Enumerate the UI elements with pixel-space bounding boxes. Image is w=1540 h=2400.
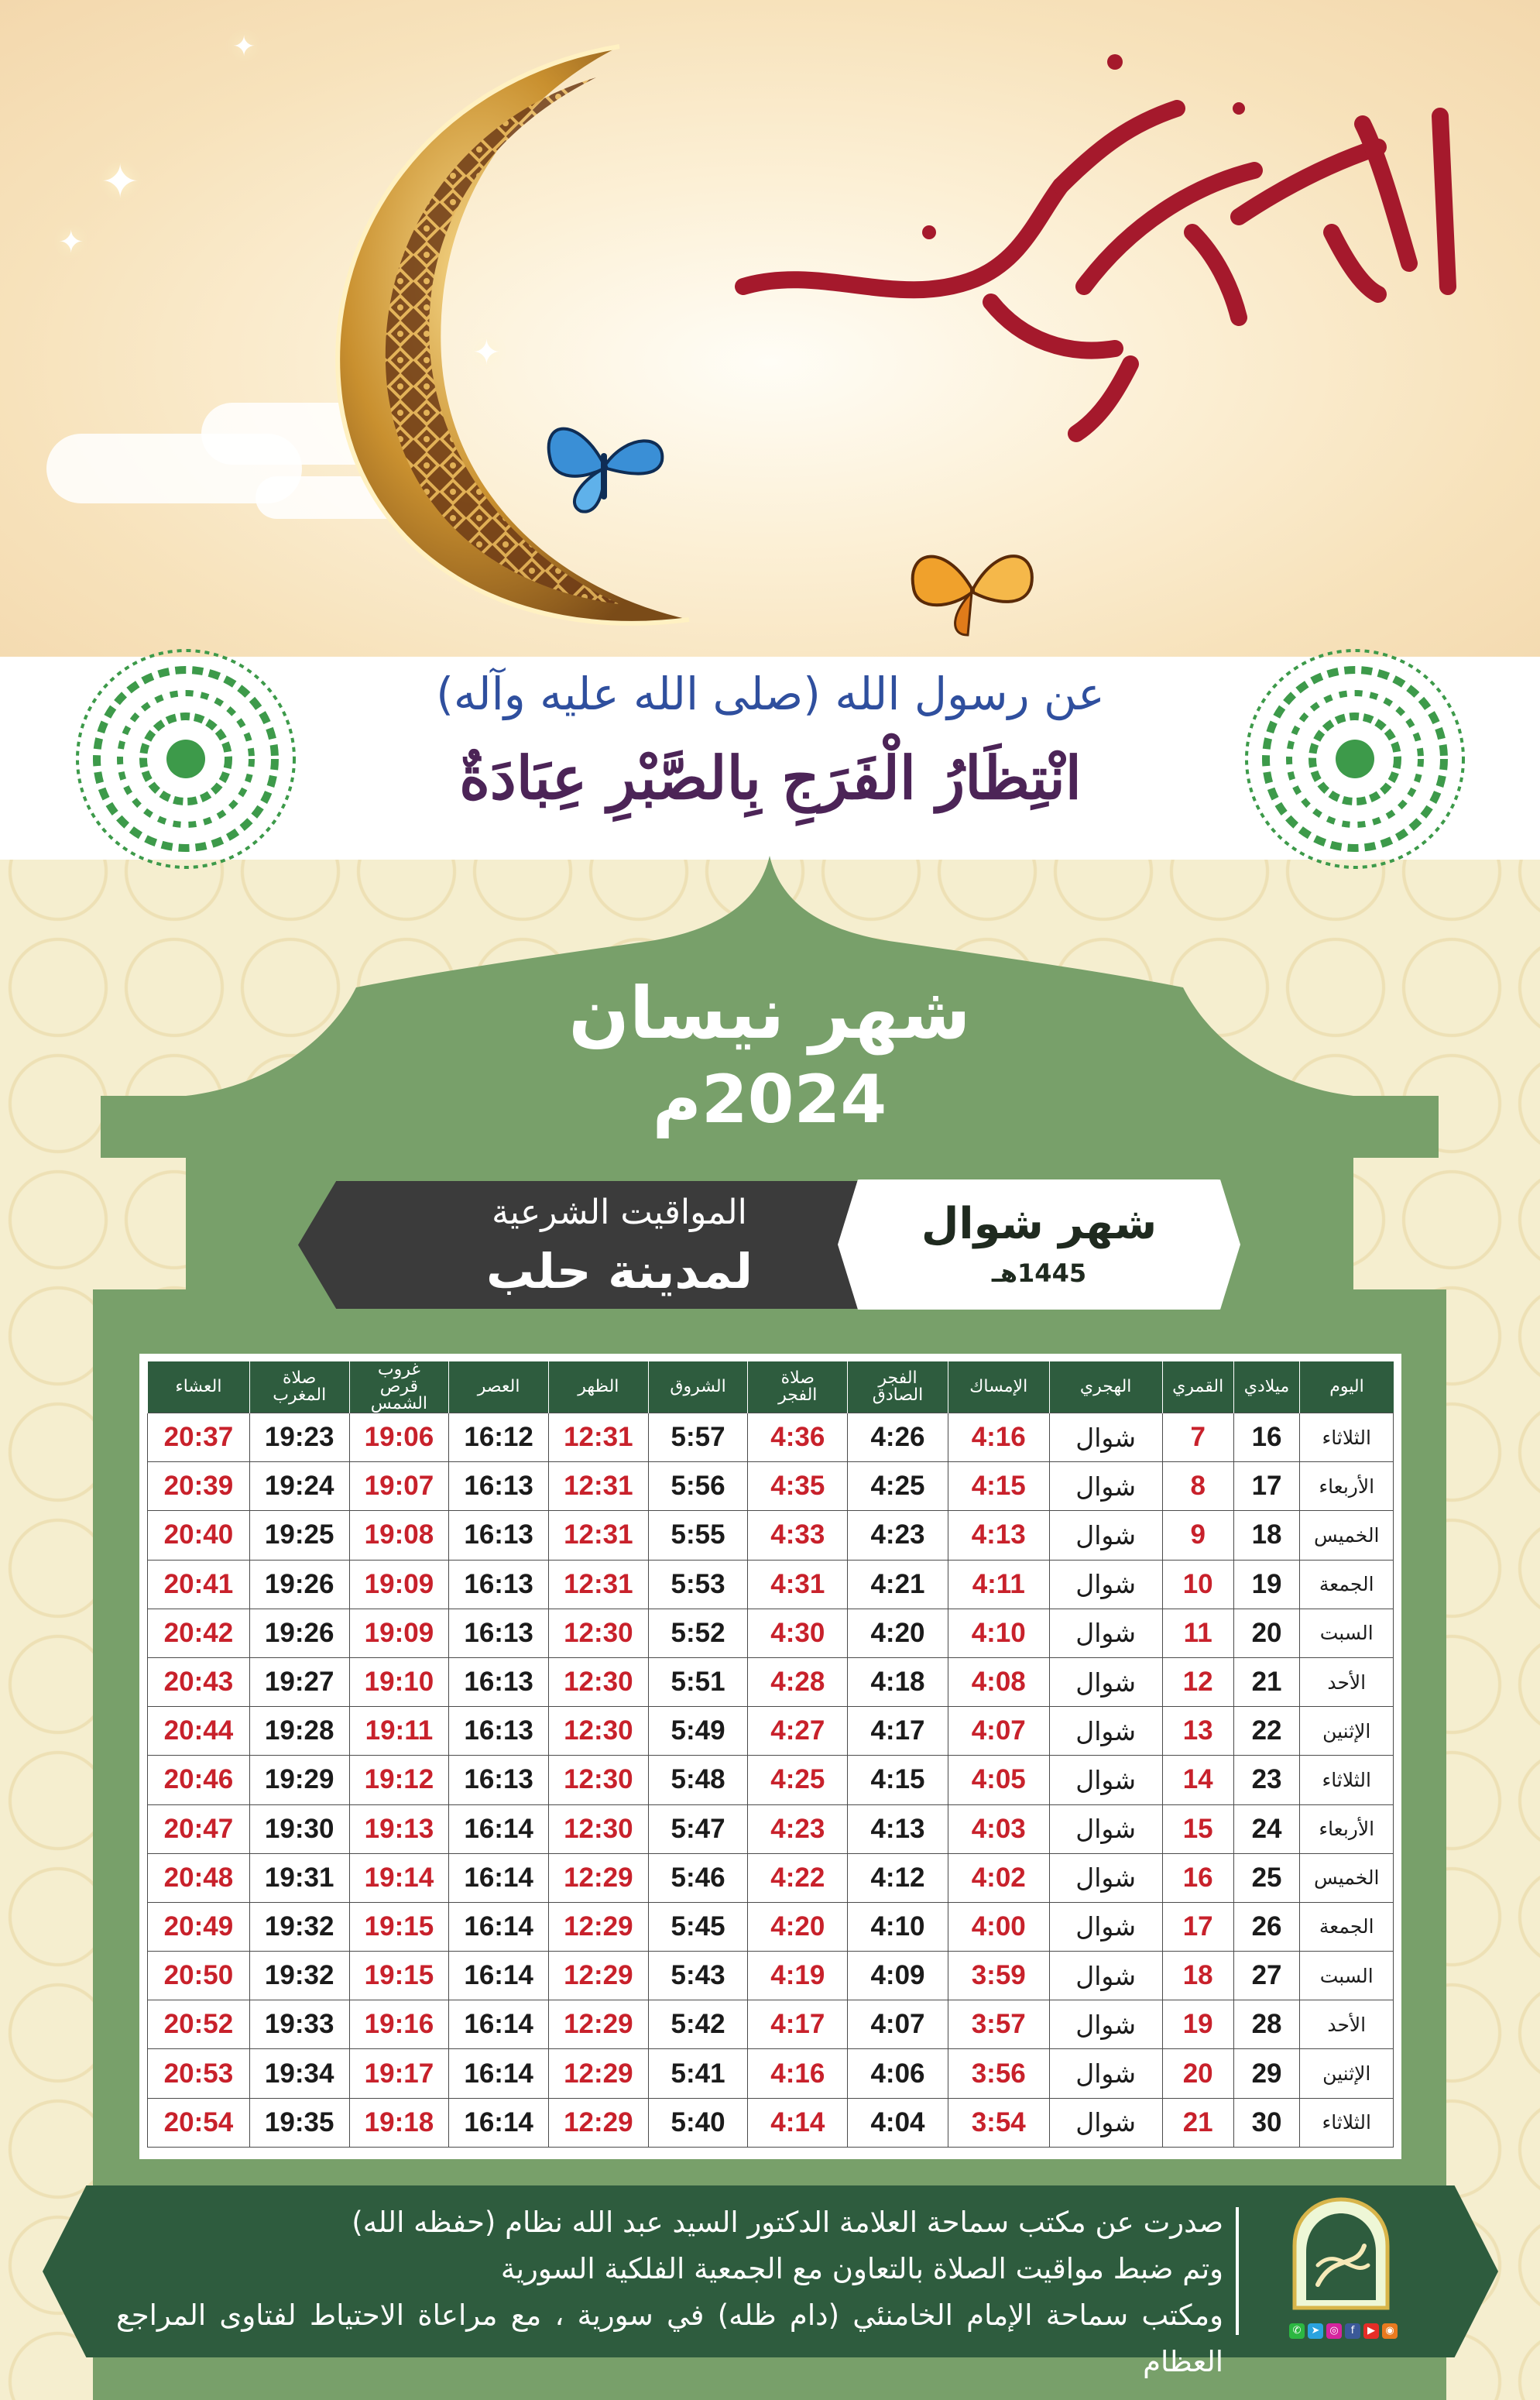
table-header xyxy=(148,1361,1394,1413)
table-cell: 20:44 xyxy=(148,1707,250,1756)
table-row xyxy=(148,2049,1394,2098)
table-cell: 4:16 xyxy=(948,1413,1049,1462)
table-cell: 4:28 xyxy=(748,1657,848,1706)
table-cell: 16:14 xyxy=(449,2049,549,2098)
table-cell: شوال xyxy=(1049,1853,1162,1902)
table-cell: شوال xyxy=(1049,1511,1162,1560)
table-cell: 4:23 xyxy=(748,1804,848,1853)
table-cell: 19:32 xyxy=(249,1952,349,2000)
column-header-sublabel: الفجر xyxy=(778,1385,818,1405)
telegram-icon[interactable]: ➤ xyxy=(1308,2323,1323,2339)
table-cell: 20:50 xyxy=(148,1952,250,2000)
table-cell: 5:43 xyxy=(648,1952,748,2000)
table-cell: 19:33 xyxy=(249,2000,349,2049)
column-header xyxy=(1300,1361,1394,1413)
table-cell: شوال xyxy=(1049,1952,1162,2000)
table-cell: 4:03 xyxy=(948,1804,1049,1853)
table-cell: 4:19 xyxy=(748,1952,848,2000)
table-cell: 20:42 xyxy=(148,1609,250,1657)
column-header xyxy=(948,1361,1049,1413)
column-header xyxy=(1162,1361,1233,1413)
table-cell: 4:30 xyxy=(748,1609,848,1657)
table-cell: شوال xyxy=(1049,1462,1162,1511)
table-cell: 19:26 xyxy=(249,1560,349,1609)
table-cell: 19 xyxy=(1162,2000,1233,2049)
table-cell: 5:41 xyxy=(648,2049,748,2098)
table-cell: شوال xyxy=(1049,1560,1162,1609)
table-cell: 4:17 xyxy=(848,1707,948,1756)
table-cell: شوال xyxy=(1049,1902,1162,1951)
table-cell: الإثنين xyxy=(1300,2049,1394,2098)
table-cell: 4:26 xyxy=(848,1413,948,1462)
table-cell: 5:56 xyxy=(648,1462,748,1511)
table-cell: 19:28 xyxy=(249,1707,349,1756)
table-cell: 5:46 xyxy=(648,1853,748,1902)
table-cell: 20:49 xyxy=(148,1902,250,1951)
table-cell: 20:46 xyxy=(148,1756,250,1804)
table-cell: 19:30 xyxy=(249,1804,349,1853)
table-cell: 12:30 xyxy=(548,1609,648,1657)
table-cell: 17 xyxy=(1233,1462,1300,1511)
table-cell: 12:31 xyxy=(548,1413,648,1462)
table-cell: 26 xyxy=(1233,1902,1300,1951)
column-header-label: صلاة xyxy=(283,1368,317,1388)
table-cell: 12:30 xyxy=(548,1657,648,1706)
table-cell: 4:09 xyxy=(848,1952,948,2000)
table-cell: 21 xyxy=(1233,1657,1300,1706)
column-header xyxy=(449,1361,549,1413)
table-cell: 4:22 xyxy=(748,1853,848,1902)
orange-butterfly-icon xyxy=(898,527,1045,643)
table-cell: 20 xyxy=(1162,2049,1233,2098)
column-header-label: الظهر xyxy=(578,1377,619,1396)
table-cell: 12:31 xyxy=(548,1560,648,1609)
table-cell: الأربعاء xyxy=(1300,1462,1394,1511)
table-cell: الأربعاء xyxy=(1300,1804,1394,1853)
table-cell: 19:16 xyxy=(349,2000,449,2049)
table-cell: 4:17 xyxy=(748,2000,848,2049)
sparkle-icon: ✦ xyxy=(472,333,501,373)
column-header xyxy=(1049,1361,1162,1413)
column-header-sublabel: الصادق xyxy=(872,1385,924,1405)
table-cell: 4:20 xyxy=(848,1609,948,1657)
hadith-text: انْتِظَارُ الْفَرَجِ بِالصَّبْرِ عِبَادَةٌ xyxy=(459,743,1082,812)
table-cell: 16:14 xyxy=(449,1902,549,1951)
table-cell: 4:07 xyxy=(948,1707,1049,1756)
table-row xyxy=(148,1902,1394,1951)
table-cell: 4:21 xyxy=(848,1560,948,1609)
table-cell: 19:11 xyxy=(349,1707,449,1756)
table-cell: 9 xyxy=(1162,1511,1233,1560)
office-logo-emblem xyxy=(1279,2192,1403,2316)
table-cell: الجمعة xyxy=(1300,1560,1394,1609)
table-row xyxy=(148,1657,1394,1706)
table-cell: 16:13 xyxy=(449,1707,549,1756)
table-cell: 4:15 xyxy=(848,1756,948,1804)
ribbon-city: لمدينة حلب xyxy=(485,1243,753,1300)
table-cell: 12:30 xyxy=(548,1707,648,1756)
table-cell: 19:18 xyxy=(349,2098,449,2147)
column-header-label: اليوم xyxy=(1329,1377,1364,1396)
table-cell: 4:08 xyxy=(948,1657,1049,1706)
table-cell: 19:27 xyxy=(249,1657,349,1706)
table-cell: 20:53 xyxy=(148,2049,250,2098)
table-cell: 10 xyxy=(1162,1560,1233,1609)
table-cell: 17 xyxy=(1162,1902,1233,1951)
table-cell: 5:47 xyxy=(648,1804,748,1853)
column-header-label: القمري xyxy=(1172,1377,1224,1396)
blue-butterfly-icon xyxy=(534,410,674,519)
table-cell: 4:16 xyxy=(748,2049,848,2098)
table-cell: الثلاثاء xyxy=(1300,1413,1394,1462)
table-cell: 20:39 xyxy=(148,1462,250,1511)
table-row xyxy=(148,1609,1394,1657)
table-cell: 19:13 xyxy=(349,1804,449,1853)
table-cell: 19:15 xyxy=(349,1952,449,2000)
footer-line: صدرت عن مكتب سماحة العلامة الدكتور السيد عبد الله نظام (حفظه الله) xyxy=(352,2206,1223,2239)
column-header-sublabel: قرص الشمس xyxy=(370,1377,428,1413)
table-body xyxy=(148,1413,1394,2148)
table-cell: 4:11 xyxy=(948,1560,1049,1609)
column-header xyxy=(648,1361,748,1413)
table-cell: 12:29 xyxy=(548,1853,648,1902)
table-cell: شوال xyxy=(1049,1413,1162,1462)
table-cell: 5:45 xyxy=(648,1902,748,1951)
sparkle-icon: ✦ xyxy=(101,155,140,209)
hijri-month-label: شهر شوال xyxy=(921,1199,1158,1249)
column-header-label: الإمساك xyxy=(969,1377,1028,1396)
table-cell: 4:13 xyxy=(948,1511,1049,1560)
table-cell: 21 xyxy=(1162,2098,1233,2147)
table-cell: 16:13 xyxy=(449,1756,549,1804)
whatsapp-icon[interactable]: ✆ xyxy=(1289,2323,1305,2339)
table-cell: 16:14 xyxy=(449,1952,549,2000)
prayer-times-table-container xyxy=(139,1354,1401,2159)
sparkle-icon: ✦ xyxy=(58,225,84,260)
table-cell: 12:29 xyxy=(548,1952,648,2000)
table-cell: 3:57 xyxy=(948,2000,1049,2049)
footer-divider xyxy=(1236,2207,1239,2335)
table-cell: 24 xyxy=(1233,1804,1300,1853)
table-cell: 12:31 xyxy=(548,1511,648,1560)
table-cell: شوال xyxy=(1049,1657,1162,1706)
table-cell: 19:31 xyxy=(249,1853,349,1902)
table-cell: 5:49 xyxy=(648,1707,748,1756)
table-cell: 19:25 xyxy=(249,1511,349,1560)
table-cell: 16:14 xyxy=(449,2000,549,2049)
table-cell: 4:25 xyxy=(848,1462,948,1511)
table-cell: 16 xyxy=(1233,1413,1300,1462)
table-cell: 7 xyxy=(1162,1413,1233,1462)
table-cell: 12:30 xyxy=(548,1804,648,1853)
ribbon-title: المواقيت الشرعية xyxy=(492,1193,747,1232)
table-cell: الخميس xyxy=(1300,1853,1394,1902)
table-cell: 4:06 xyxy=(848,2049,948,2098)
table-cell: 15 xyxy=(1162,1804,1233,1853)
table-cell: 19:07 xyxy=(349,1462,449,1511)
table-cell: 5:55 xyxy=(648,1511,748,1560)
table-cell: شوال xyxy=(1049,2049,1162,2098)
table-cell: 19:12 xyxy=(349,1756,449,1804)
column-header-sublabel: المغرب xyxy=(273,1385,327,1405)
table-row xyxy=(148,1511,1394,1560)
table-cell: 20:40 xyxy=(148,1511,250,1560)
table-cell: 4:31 xyxy=(748,1560,848,1609)
table-cell: 20:43 xyxy=(148,1657,250,1706)
table-cell: 4:00 xyxy=(948,1902,1049,1951)
table-cell: 29 xyxy=(1233,2049,1300,2098)
table-cell: 4:18 xyxy=(848,1657,948,1706)
table-cell: 19:10 xyxy=(349,1657,449,1706)
table-cell: 19:32 xyxy=(249,1902,349,1951)
table-cell: الأحد xyxy=(1300,2000,1394,2049)
table-cell: 5:40 xyxy=(648,2098,748,2147)
table-cell: 4:33 xyxy=(748,1511,848,1560)
table-row xyxy=(148,1853,1394,1902)
column-header xyxy=(349,1361,449,1413)
table-row xyxy=(148,1756,1394,1804)
table-cell: 4:12 xyxy=(848,1853,948,1902)
table-cell: 19:23 xyxy=(249,1413,349,1462)
table-cell: 5:42 xyxy=(648,2000,748,2049)
table-cell: 5:57 xyxy=(648,1413,748,1462)
table-cell: 19:34 xyxy=(249,2049,349,2098)
table-cell: 3:59 xyxy=(948,1952,1049,2000)
table-cell: الأحد xyxy=(1300,1657,1394,1706)
table-cell: 5:53 xyxy=(648,1560,748,1609)
column-header-label: العصر xyxy=(477,1377,520,1396)
table-cell: 12:29 xyxy=(548,1902,648,1951)
table-cell: 4:23 xyxy=(848,1511,948,1560)
table-row xyxy=(148,1462,1394,1511)
green-rosette-ornament-left xyxy=(74,647,298,871)
table-cell: 23 xyxy=(1233,1756,1300,1804)
gregorian-month-title: شهر نيسان xyxy=(568,972,971,1055)
table-cell: 12 xyxy=(1162,1657,1233,1706)
table-row xyxy=(148,1413,1394,1462)
calligraphy-artwork xyxy=(697,31,1471,465)
table-cell: شوال xyxy=(1049,1804,1162,1853)
table-cell: 8 xyxy=(1162,1462,1233,1511)
table-cell: 19:15 xyxy=(349,1902,449,1951)
instagram-icon[interactable]: ◎ xyxy=(1326,2323,1342,2339)
table-cell: 4:05 xyxy=(948,1756,1049,1804)
table-cell: 4:27 xyxy=(748,1707,848,1756)
table-cell: 19 xyxy=(1233,1560,1300,1609)
table-cell: 25 xyxy=(1233,1853,1300,1902)
table-cell: 16:13 xyxy=(449,1657,549,1706)
table-cell: الثلاثاء xyxy=(1300,1756,1394,1804)
gregorian-year: 2024م xyxy=(652,1061,887,1138)
column-header-label: العشاء xyxy=(175,1377,222,1396)
table-row xyxy=(148,1952,1394,2000)
table-row xyxy=(148,2000,1394,2049)
table-cell: 16:13 xyxy=(449,1609,549,1657)
table-cell: الخميس xyxy=(1300,1511,1394,1560)
facebook-icon[interactable]: f xyxy=(1345,2323,1360,2339)
table-cell: 19:29 xyxy=(249,1756,349,1804)
column-header-label: الهجري xyxy=(1079,1377,1132,1396)
table-cell: 5:48 xyxy=(648,1756,748,1804)
footer-line: وتم ضبط مواقيت الصلاة بالتعاون مع الجمعية الفلكية السورية xyxy=(500,2252,1223,2285)
table-cell: 20:41 xyxy=(148,1560,250,1609)
footer-line: ومكتب سماحة الإمام الخامنئي (دام ظله) في سورية ، مع مراعاة الاحتياط لفتاوى المراجع العظام xyxy=(116,2299,1223,2378)
table-row xyxy=(148,2098,1394,2147)
hero-banner xyxy=(0,0,1540,658)
table-cell: 4:07 xyxy=(848,2000,948,2049)
table-cell: 4:10 xyxy=(848,1902,948,1951)
table-cell: 19:06 xyxy=(349,1413,449,1462)
table-cell: 4:04 xyxy=(848,2098,948,2147)
table-cell: 12:31 xyxy=(548,1462,648,1511)
table-cell: 3:54 xyxy=(948,2098,1049,2147)
column-header xyxy=(148,1361,250,1413)
footer-text xyxy=(116,2199,1223,2385)
table-cell: 28 xyxy=(1233,2000,1300,2049)
table-cell: 22 xyxy=(1233,1707,1300,1756)
table-cell: 4:20 xyxy=(748,1902,848,1951)
table-cell: 16 xyxy=(1162,1853,1233,1902)
column-header xyxy=(748,1361,848,1413)
table-cell: 27 xyxy=(1233,1952,1300,2000)
table-cell: 19:14 xyxy=(349,1853,449,1902)
green-rosette-ornament-right xyxy=(1243,647,1467,871)
table-cell: شوال xyxy=(1049,1707,1162,1756)
table-cell: 16:13 xyxy=(449,1462,549,1511)
table-cell: 4:25 xyxy=(748,1756,848,1804)
table-cell: الإثنين xyxy=(1300,1707,1394,1756)
table-cell: 12:29 xyxy=(548,2098,648,2147)
column-header xyxy=(249,1361,349,1413)
table-cell: 20 xyxy=(1233,1609,1300,1657)
column-header-label: ميلادي xyxy=(1243,1377,1290,1396)
table-cell: 20:48 xyxy=(148,1853,250,1902)
social-icons xyxy=(1289,2323,1405,2340)
table-cell: 20:47 xyxy=(148,1804,250,1853)
table-cell: 19:08 xyxy=(349,1511,449,1560)
column-header-label: غروب xyxy=(377,1360,420,1379)
table-cell: 19:24 xyxy=(249,1462,349,1511)
table-cell: 16:14 xyxy=(449,2098,549,2147)
table-cell: 16:13 xyxy=(449,1560,549,1609)
table-row xyxy=(148,1707,1394,1756)
table-cell: شوال xyxy=(1049,1609,1162,1657)
table-cell: السبت xyxy=(1300,1952,1394,2000)
youtube-icon[interactable]: ▶ xyxy=(1363,2323,1379,2339)
column-header xyxy=(848,1361,948,1413)
website-icon[interactable]: ◉ xyxy=(1382,2323,1398,2339)
column-header-label: الشروق xyxy=(670,1377,726,1396)
table-cell: 4:14 xyxy=(748,2098,848,2147)
table-cell: 4:10 xyxy=(948,1609,1049,1657)
column-header xyxy=(1233,1361,1300,1413)
prayer-times-table xyxy=(147,1361,1394,2148)
table-cell: 5:51 xyxy=(648,1657,748,1706)
table-cell: 4:13 xyxy=(848,1804,948,1853)
table-cell: 20:37 xyxy=(148,1413,250,1462)
table-cell: 5:52 xyxy=(648,1609,748,1657)
table-cell: 19:17 xyxy=(349,2049,449,2098)
column-header xyxy=(548,1361,648,1413)
table-cell: 20:52 xyxy=(148,2000,250,2049)
table-cell: 30 xyxy=(1233,2098,1300,2147)
table-cell: شوال xyxy=(1049,1756,1162,1804)
table-cell: 3:56 xyxy=(948,2049,1049,2098)
table-cell: 16:12 xyxy=(449,1413,549,1462)
table-cell: 18 xyxy=(1233,1511,1300,1560)
table-cell: 14 xyxy=(1162,1756,1233,1804)
table-cell: 19:26 xyxy=(249,1609,349,1657)
table-cell: 16:13 xyxy=(449,1511,549,1560)
table-row xyxy=(148,1560,1394,1609)
table-cell: 16:14 xyxy=(449,1853,549,1902)
table-cell: السبت xyxy=(1300,1609,1394,1657)
table-cell: 12:29 xyxy=(548,2049,648,2098)
table-cell: 20:54 xyxy=(148,2098,250,2147)
table-cell: 4:02 xyxy=(948,1853,1049,1902)
table-cell: 4:36 xyxy=(748,1413,848,1462)
column-header-label: صلاة xyxy=(780,1368,815,1388)
table-cell: 19:09 xyxy=(349,1560,449,1609)
table-cell: 12:30 xyxy=(548,1756,648,1804)
table-cell: 16:14 xyxy=(449,1804,549,1853)
table-cell: 4:35 xyxy=(748,1462,848,1511)
hijri-year-label: 1445هـ xyxy=(991,1258,1087,1288)
table-cell: 11 xyxy=(1162,1609,1233,1657)
hadith-narrator: عن رسول الله (صلى الله عليه وآله) xyxy=(436,668,1105,720)
sparkle-icon: ✦ xyxy=(232,31,256,63)
table-cell: شوال xyxy=(1049,2000,1162,2049)
table-cell: الجمعة xyxy=(1300,1902,1394,1951)
table-cell: 19:35 xyxy=(249,2098,349,2147)
table-cell: الثلاثاء xyxy=(1300,2098,1394,2147)
table-row xyxy=(148,1804,1394,1853)
table-cell: 18 xyxy=(1162,1952,1233,2000)
table-cell: 19:09 xyxy=(349,1609,449,1657)
table-cell: 12:29 xyxy=(548,2000,648,2049)
column-header-label: الفجر xyxy=(878,1368,917,1388)
table-cell: شوال xyxy=(1049,2098,1162,2147)
table-cell: 4:15 xyxy=(948,1462,1049,1511)
table-cell: 13 xyxy=(1162,1707,1233,1756)
